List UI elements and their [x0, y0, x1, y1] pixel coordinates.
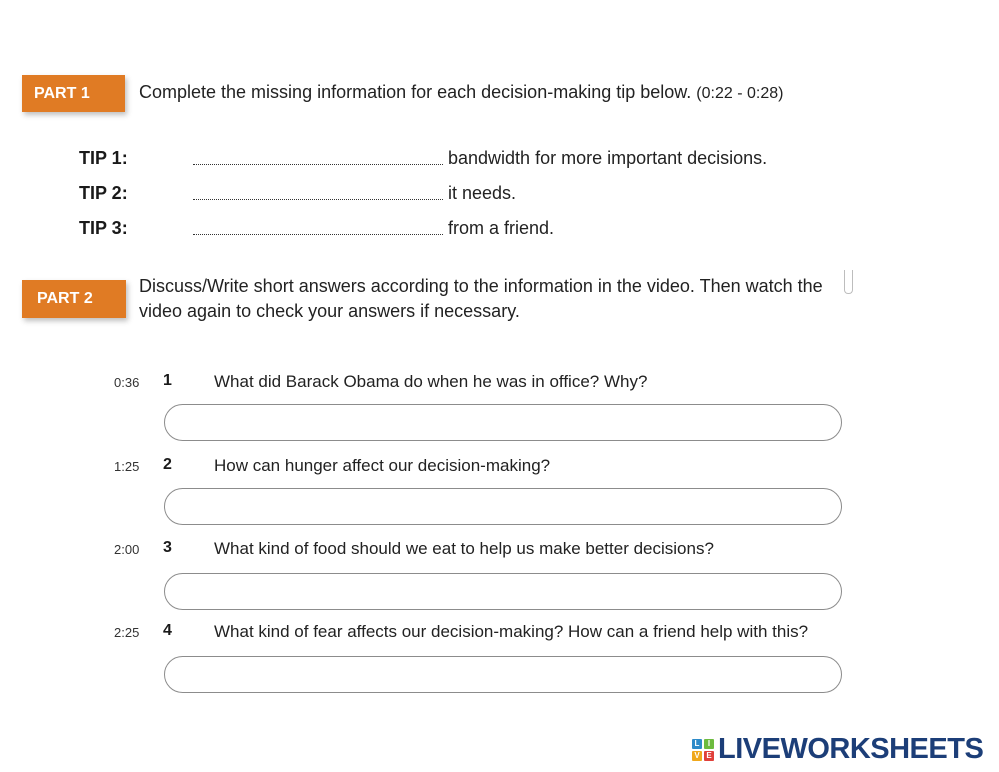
question-1-time: 0:36 [114, 375, 140, 390]
answer-3-input[interactable] [164, 573, 842, 610]
tip-1-blank[interactable] [193, 164, 443, 165]
tip-label-3: TIP 3: [79, 218, 128, 238]
answer-1-input[interactable] [164, 404, 842, 441]
question-4-text: What kind of fear affects our decision-making? How can a friend help with this? [214, 622, 809, 641]
tip-3-blank[interactable] [193, 234, 443, 235]
tip-text-1: bandwidth for more important decisions. [448, 148, 768, 168]
tip-label-2: TIP 2: [79, 183, 128, 203]
logo-mark-letter-e: E [704, 751, 714, 761]
question-3-text: What kind of food should we eat to help us make better decisions? [214, 539, 714, 558]
question-3-time: 2:00 [114, 542, 140, 557]
question-2-number: 2 [163, 456, 172, 473]
question-1-text: What did Barack Obama do when he was in office? Why? [214, 372, 648, 391]
logo-text: LIVEWORKSHEETS [718, 733, 984, 765]
part1-badge: PART 1 [22, 75, 125, 112]
part1-instruction [139, 80, 783, 106]
question-3-number: 3 [163, 539, 172, 556]
side-handle [844, 270, 853, 294]
liveworksheets-logo [692, 733, 983, 766]
answer-4-input[interactable] [164, 656, 842, 693]
part2-badge: PART 2 [22, 280, 126, 318]
logo-mark-letter-l: L [692, 739, 702, 749]
part1-instruction-text: Complete the missing information for each decision-making tip below. [139, 82, 692, 102]
logo-mark-letter-v: V [692, 751, 702, 761]
question-2-time: 1:25 [114, 459, 140, 474]
answer-2-input[interactable] [164, 488, 842, 525]
tip-text-3: from a friend. [448, 218, 555, 238]
logo-mark-icon [692, 739, 714, 761]
tip-label-1: TIP 1: [79, 148, 128, 168]
part2-instruction: Discuss/Write short answers according to the information in the video. Then watch the video again to check your answers if necessary. [139, 276, 823, 321]
logo-mark-letter-i: I [704, 739, 714, 749]
question-1-number: 1 [163, 372, 172, 389]
tip-text-2: it needs. [448, 183, 517, 203]
question-2-text: How can hunger affect our decision-making? [214, 456, 551, 475]
part1-time-range: (0:22 - 0:28) [696, 85, 784, 102]
question-4-time: 2:25 [114, 625, 140, 640]
tip-2-blank[interactable] [193, 199, 443, 200]
question-4-number: 4 [163, 622, 172, 639]
